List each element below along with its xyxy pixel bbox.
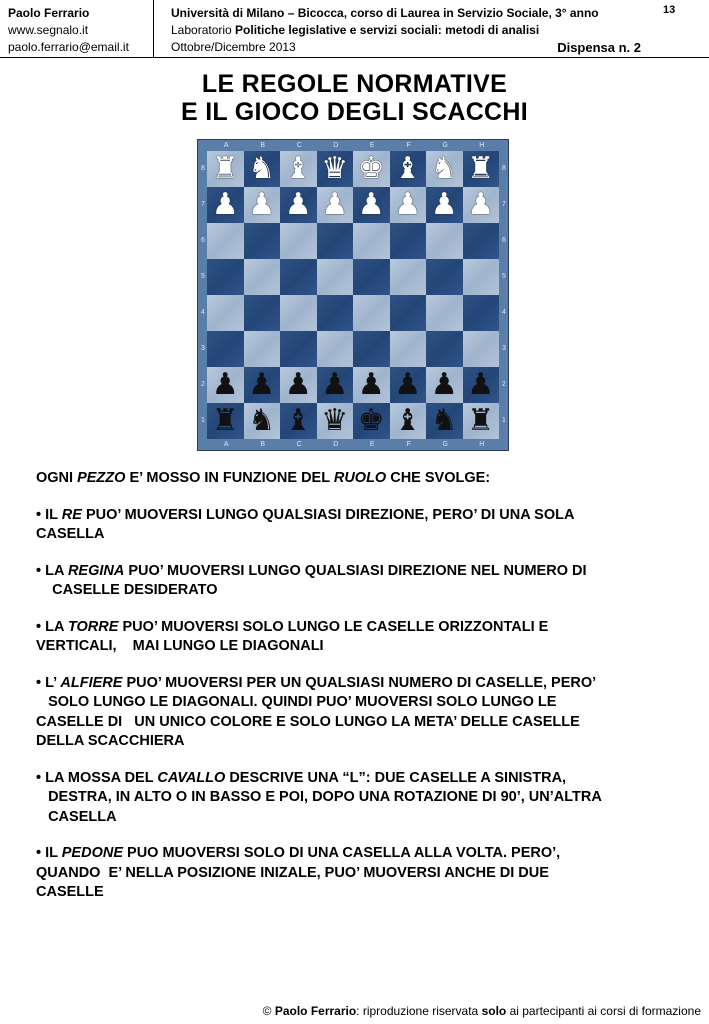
author-email: paolo.ferrario@email.it	[8, 40, 129, 54]
copyright-symbol: ©	[262, 1004, 275, 1018]
board-file-label: H	[479, 142, 485, 149]
board-rank-label: 6	[201, 237, 205, 244]
rule-queen	[36, 562, 686, 601]
chess-square	[244, 259, 281, 295]
chess-square	[353, 259, 390, 295]
rule-text: DESCRIVE UNA “L”: DUE CASELLE A SINISTRA,	[225, 769, 567, 786]
chess-square	[207, 331, 244, 367]
period: Ottobre/Dicembre 2013	[171, 40, 296, 54]
chess-square	[426, 259, 463, 295]
board-rank-label: 1	[502, 417, 506, 424]
board-file-label: B	[260, 441, 266, 448]
chess-piece-square: ♟	[463, 187, 500, 223]
chess-square	[390, 223, 427, 259]
rule-text: SOLO LUNGO LE DIAGONALI. QUINDI PUO’ MUOVERSI SOLO LUNGO LE	[36, 694, 557, 710]
board-file-label: C	[296, 441, 302, 448]
chess-square	[244, 295, 281, 331]
board-rank-label: 8	[201, 165, 205, 172]
rule-text: CASELLE DESIDERATO	[36, 582, 218, 598]
rule-text: CASELLE DI UN UNICO COLORE E SOLO LUNGO LA META’ DELLE CASELLE	[36, 713, 580, 730]
intro-emphasis: RUOLO	[333, 470, 387, 486]
chess-square	[280, 259, 317, 295]
chess-square	[280, 223, 317, 259]
chess-piece-square: ♟	[390, 367, 427, 403]
footer-author: Paolo Ferrario	[274, 1004, 357, 1018]
chess-piece-square: ♟	[244, 187, 281, 223]
board-rank-label: 4	[201, 309, 205, 316]
chess-piece-square: ♞	[244, 403, 281, 439]
rule-text: • IL	[36, 845, 62, 861]
board-rank-label: 2	[502, 381, 506, 388]
rule-text: • LA	[36, 618, 68, 635]
chess-square	[207, 295, 244, 331]
board-file-label: H	[479, 441, 485, 448]
board-rank-label: 5	[502, 273, 506, 280]
board-file-label: G	[442, 142, 448, 149]
chess-square	[280, 331, 317, 367]
chess-piece-square: ♝	[280, 151, 317, 187]
board-rank-label: 5	[201, 273, 205, 280]
chess-square	[317, 295, 354, 331]
intro-paragraph	[36, 469, 686, 489]
intro-text: E’ MOSSO IN FUNZIONE DEL	[125, 470, 334, 486]
chess-piece-square: ♚	[353, 151, 390, 187]
piece-name: RE	[61, 506, 82, 523]
rules-text	[36, 469, 686, 920]
chess-square	[317, 223, 354, 259]
chess-piece-square: ♜	[463, 403, 500, 439]
chess-piece-square: ♟	[463, 367, 500, 403]
chess-piece-square: ♟	[426, 367, 463, 403]
chess-piece-square: ♟	[353, 367, 390, 403]
chess-piece-square: ♞	[426, 403, 463, 439]
chess-piece-square: ♟	[244, 367, 281, 403]
header-rule	[0, 57, 709, 58]
chess-piece-square: ♝	[280, 403, 317, 439]
rule-text: DELLA SCACCHIERA	[36, 733, 185, 749]
board-file-label: C	[296, 142, 302, 149]
chess-square	[353, 331, 390, 367]
chess-square	[463, 223, 500, 259]
chess-square	[463, 331, 500, 367]
chess-piece-square: ♝	[390, 403, 427, 439]
board-rank-label: 4	[502, 309, 506, 316]
board-file-label: A	[223, 441, 229, 448]
rule-text: • L’	[36, 674, 61, 691]
chess-square	[390, 259, 427, 295]
chess-square	[463, 259, 500, 295]
chess-piece-square: ♟	[353, 187, 390, 223]
rule-text: CASELLA	[36, 808, 117, 825]
course-line: Università di Milano – Bicocca, corso di Laurea in Servizio Sociale, 3° anno	[171, 6, 599, 20]
rule-text: • LA MOSSA DEL	[36, 769, 158, 786]
header-divider	[153, 0, 154, 57]
footer-text: ai partecipanti ai corsi di formazione	[506, 1004, 701, 1018]
board-file-label: A	[223, 142, 229, 149]
chess-piece-square: ♜	[463, 151, 500, 187]
rule-text: PUO’ MUOVERSI PER UN QUALSIASI NUMERO DI CASELLE, PERO’	[122, 674, 597, 691]
board-file-label: F	[406, 441, 411, 448]
chess-piece-square: ♟	[390, 187, 427, 223]
chess-square	[426, 223, 463, 259]
page-footer	[263, 1004, 701, 1018]
rule-text: • IL	[36, 506, 62, 523]
chess-square	[353, 223, 390, 259]
board-rank-label: 8	[502, 165, 506, 172]
chess-square	[207, 259, 244, 295]
chess-piece-square: ♛	[317, 151, 354, 187]
chess-piece-square: ♟	[317, 367, 354, 403]
rule-knight	[36, 769, 686, 828]
lab-prefix: Laboratorio	[171, 23, 236, 37]
lab-title: Politiche legislative e servizi sociali: metodi di analisi	[235, 23, 540, 37]
rule-text: QUANDO E’ NELLA POSIZIONE INIZALE, PUO’ MUOVERSI ANCHE DI DUE	[36, 864, 549, 881]
intro-text: OGNI	[36, 470, 78, 486]
chess-piece-square: ♟	[317, 187, 354, 223]
intro-emphasis: PEZZO	[77, 470, 126, 486]
chess-piece-square: ♟	[280, 187, 317, 223]
chess-piece-square: ♛	[317, 403, 354, 439]
title-line-2: E IL GIOCO DEGLI SCACCHI	[180, 98, 529, 126]
board-rank-label: 6	[502, 237, 506, 244]
rule-text: CASELLA	[36, 526, 105, 542]
chess-piece-square: ♟	[207, 367, 244, 403]
lab-line	[171, 22, 651, 39]
chess-square	[207, 223, 244, 259]
rule-text: PUO’ MUOVERSI LUNGO QUALSIASI DIREZIONE, PERO’ DI UNA SOLA	[81, 506, 575, 523]
chess-piece-square: ♝	[390, 151, 427, 187]
piece-name: CAVALLO	[157, 769, 226, 786]
chess-square	[244, 331, 281, 367]
board-rank-label: 7	[201, 201, 205, 208]
board-file-label: F	[406, 142, 411, 149]
piece-name: TORRE	[67, 618, 119, 635]
chess-piece-square: ♟	[426, 187, 463, 223]
board-file-label: E	[369, 142, 375, 149]
board-rank-label: 1	[201, 417, 205, 424]
footer-text: : riproduzione riservata	[356, 1004, 482, 1018]
chess-piece-square: ♚	[353, 403, 390, 439]
dispensa-label: Dispensa n. 2	[557, 40, 641, 55]
board-rank-label: 7	[502, 201, 506, 208]
chess-piece-square: ♞	[244, 151, 281, 187]
rule-text: VERTICALI, MAI LUNGO LE DIAGONALI	[36, 638, 324, 654]
rule-rook	[36, 618, 686, 657]
rule-pawn	[36, 844, 686, 903]
footer-emphasis: solo	[481, 1004, 507, 1018]
chess-square	[390, 331, 427, 367]
author-name: Paolo Ferrario	[8, 6, 90, 20]
rule-text: CASELLE	[36, 884, 104, 900]
intro-text: CHE SVOLGE:	[386, 470, 491, 486]
period-line	[171, 39, 651, 56]
page-number: 13	[663, 4, 676, 16]
title-line-1: LE REGOLE NORMATIVE	[201, 70, 508, 98]
rule-text: DESTRA, IN ALTO O IN BASSO E POI, DOPO UNA ROTAZIONE DI 90’, UN’ALTRA	[36, 789, 602, 805]
chess-piece-square: ♟	[280, 367, 317, 403]
rule-text: PUO MUOVERSI SOLO DI UNA CASELLA ALLA VOLTA. PERO’,	[123, 845, 561, 861]
rule-text: PUO’ MUOVERSI LUNGO QUALSIASI DIREZIONE NEL NUMERO DI	[124, 562, 587, 579]
board-file-label: B	[260, 142, 266, 149]
board-file-label: D	[333, 142, 339, 149]
rule-king	[36, 506, 686, 545]
chess-square	[463, 295, 500, 331]
piece-name: ALFIERE	[60, 674, 123, 691]
page-title	[0, 70, 709, 126]
chess-square	[426, 331, 463, 367]
rule-text: PUO’ MUOVERSI SOLO LUNGO LE CASELLE ORIZZONTALI E	[118, 618, 549, 635]
board-rank-label: 3	[502, 345, 506, 352]
chess-square	[353, 295, 390, 331]
chess-square	[317, 259, 354, 295]
rule-text: • LA	[36, 562, 68, 579]
course-block	[171, 5, 651, 56]
chess-square	[244, 223, 281, 259]
chess-square	[280, 295, 317, 331]
author-website: www.segnalo.it	[8, 23, 89, 37]
page-header	[0, 0, 709, 58]
chess-square	[317, 331, 354, 367]
board-file-label: G	[442, 441, 448, 448]
board-rank-label: 3	[201, 345, 205, 352]
piece-name: REGINA	[67, 562, 125, 579]
board-file-label: E	[369, 441, 375, 448]
chess-square	[426, 295, 463, 331]
chess-piece-square: ♞	[426, 151, 463, 187]
author-block	[8, 5, 153, 56]
board-rank-label: 2	[201, 381, 205, 388]
chessboard	[207, 151, 499, 439]
board-file-label: D	[333, 441, 339, 448]
chess-piece-square: ♜	[207, 151, 244, 187]
chess-piece-square: ♟	[207, 187, 244, 223]
piece-name: PEDONE	[61, 845, 124, 861]
chess-piece-square: ♜	[207, 403, 244, 439]
rule-bishop	[36, 674, 686, 752]
chess-square	[390, 295, 427, 331]
